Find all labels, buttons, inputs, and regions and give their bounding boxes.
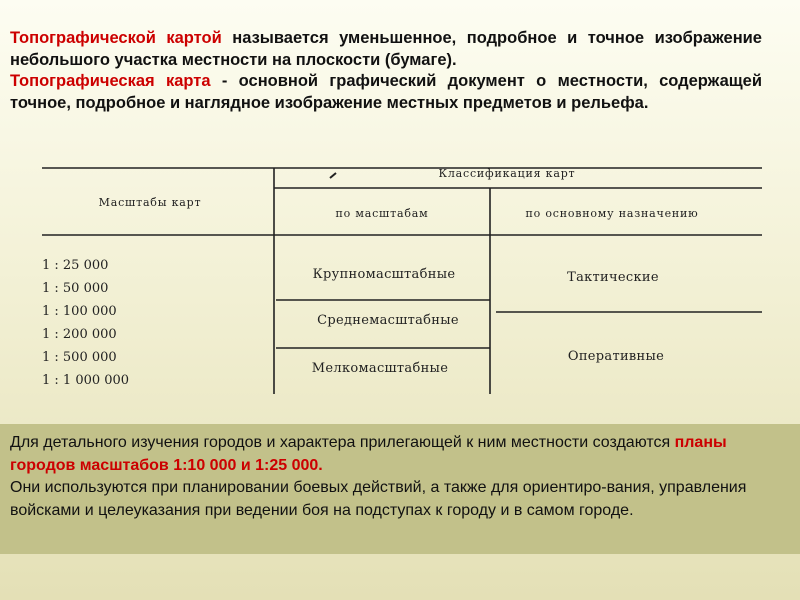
scale-value: 1 : 1 000 000 [42, 373, 130, 388]
scan-speck [330, 173, 336, 178]
operational-label: Оперативные [567, 349, 665, 364]
scale-value: 1 : 50 000 [42, 281, 109, 296]
info-paragraph-1 [10, 432, 770, 477]
description-paragraph [10, 71, 762, 114]
scale-value: 1 : 100 000 [42, 304, 117, 319]
info-text [10, 432, 770, 522]
map-classification-table [0, 158, 800, 414]
term-topographic-map-2: Топографическая карта [10, 72, 211, 90]
term-topographic-map: Топографической картой [10, 29, 222, 47]
scale-value: 1 : 25 000 [42, 258, 109, 273]
city-plans-highlight: планы городов масштабов 1:10 000 и 1:25 000. [10, 434, 727, 474]
scale-value: 1 : 200 000 [42, 327, 117, 342]
medium-scale-label: Среднемасштабные [317, 313, 459, 328]
info-paragraph-2: Они используются при планировании боевых действий, а также для ориентиро-вания, управления войсками и целеуказания при ведении боя на подступах к городу и в самом городе. [10, 479, 747, 519]
intro-text [10, 28, 762, 114]
tactical-label: Тактические [567, 270, 659, 285]
classification-header: Классификация карт [438, 167, 576, 180]
large-scale-label: Крупномасштабные [312, 267, 456, 282]
scales-column-header: Масштабы карт [98, 196, 202, 209]
scale-value: 1 : 500 000 [42, 350, 117, 365]
info-text-start: Для детального изучения городов и характера прилегающей к ним местности создаются [10, 434, 675, 451]
by-purpose-header: по основному назначению [525, 207, 699, 220]
description-text: - основной графический документ о местности, содержащей точное, подробное и наглядное изображение местных предметов и рельефа. [10, 72, 762, 112]
city-plans-info-box [0, 424, 800, 554]
definition-text: называется уменьшенное, подробное и точное изображение небольшого участка местности на плоскости (бумаге). [10, 29, 762, 69]
by-scale-header: по масштабам [335, 207, 429, 220]
small-scale-label: Мелкомасштабные [311, 361, 449, 376]
definition-paragraph [10, 28, 762, 71]
